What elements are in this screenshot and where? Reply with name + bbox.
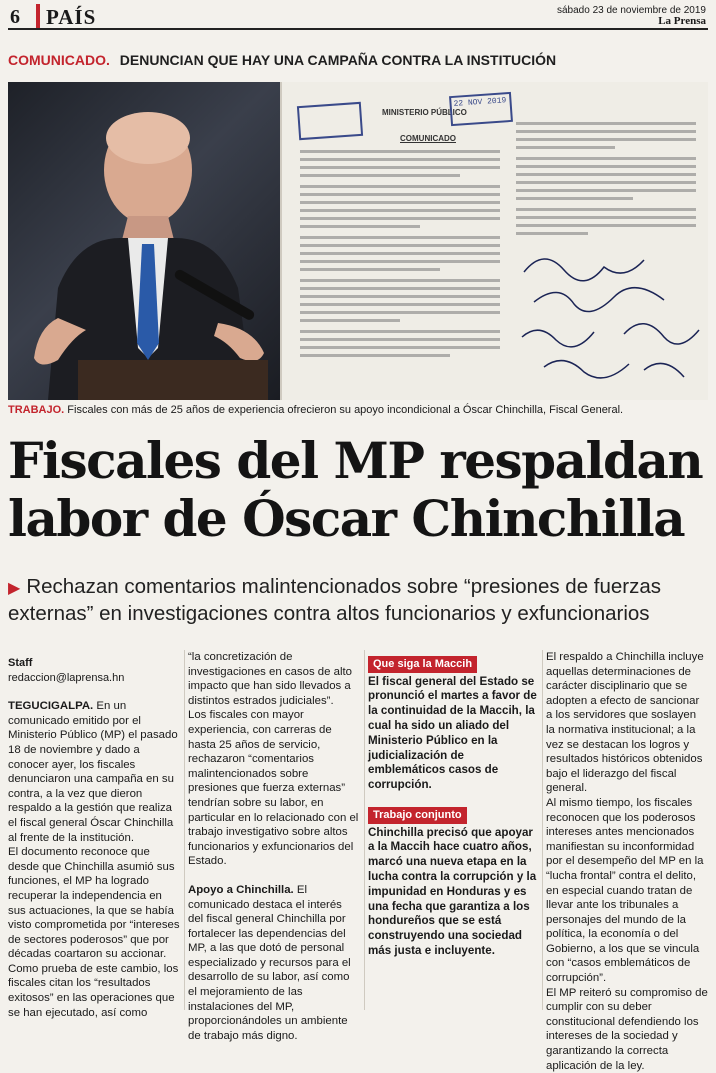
caption-kicker: TRABAJO. <box>8 404 65 416</box>
article-paragraph: Los fiscales con mayor experiencia, con carreras de hasta 25 años de servicio, rechazaron “comentarios malintencionados sobre presiones que fuerza externas” tendrían sobre su labor, en particular en lo relacionado con el trabajo investigativo sobre altos funcionarios y exfuncionarios del Estado. <box>188 709 359 868</box>
column-divider <box>542 650 543 1010</box>
column-divider <box>364 650 365 1010</box>
paragraph-text: En un comunicado emitido por el Ministerio Público (MP) el pasado 18 de noviembre y dado a conocer ayer, los fiscales denunciaron una campaña en su contra, a la vez que dieron respaldo a la gestión que realiza el fiscal general Óscar Chinchilla al frente de la institución. <box>8 700 178 844</box>
document-org: MINISTERIO PÚBLICO <box>382 108 467 117</box>
document-stamp-left <box>297 102 363 140</box>
lead-photo <box>8 82 708 400</box>
section-accent-bar <box>36 4 40 28</box>
article-paragraph <box>188 883 360 1044</box>
triangle-bullet-icon: ▶ <box>8 580 21 597</box>
comunicado-kicker: COMUNICADO. <box>8 52 110 68</box>
document-stamp-date: 22 NOV 2019 <box>449 92 513 126</box>
article-body <box>8 650 708 1072</box>
sidebar-label-trabajo: Trabajo conjunto <box>368 807 467 824</box>
paragraph-text: El comunicado destaca el interés del fiscal general Chinchilla por fortalecer las dependencias del MP, a las que dotó de personal especializado y recursos para el desarrollo de su labor, así como el mejoramiento de las instalaciones del MP, proporcionándoles un ambiente de trabajo más digno. <box>188 883 351 1042</box>
section-title: PAÍS <box>46 5 97 29</box>
headline-line-1: Fiscales del MP respaldan <box>8 431 703 490</box>
article-paragraph: El MP reiteró su compromiso de cumplir con su deber constitucional defendiendo los intereses de la sociedad y garantizando la correcta aplicación de la ley. <box>546 986 708 1072</box>
date-text: sábado 23 de noviembre de 2019 <box>556 5 706 16</box>
main-headline <box>8 432 708 548</box>
column-divider <box>184 650 185 1010</box>
issue-date <box>557 5 706 27</box>
article-paragraph: “la concretización de investigaciones en casos de alto impacto que han sido llevados a distintos estrados judiciales”. <box>188 651 353 707</box>
sidebar-text-maccih: El fiscal general del Estado se pronunció el martes a favor de la continuidad de la Maccih, la cual ha sido un aliado del Ministerio Público en la judicialización de emblemáticos casos de corrupción. <box>368 674 537 792</box>
article-paragraph: El documento reconoce que desde que Chinchilla asumió sus funciones, el MP ha logrado recuperar la independencia en sus actuaciones, la que se había visto comprometida por “intereses de sectores poderosos” que por décadas coartaron su accionar. Como prueba de este cambio, los fiscales citan los “resultados exitosos” en las operaciones que se han ejecutado, así como <box>8 846 180 1019</box>
subheadline-text: Rechazan comentarios malintencionados sobre “presiones de fuerzas externas” en investigaciones contra altos funcionarios y exfuncionarios <box>8 575 662 625</box>
document-heading: COMUNICADO <box>400 134 456 143</box>
caption-text: Fiscales con más de 25 años de experiencia ofrecieron su apoyo incondicional a Óscar Chinchilla, Fiscal General. <box>67 404 624 416</box>
article-paragraph: Al mismo tiempo, los fiscales reconocen que los poderosos intereses antes mencionados manifiestan su inconformidad por el desempeño del MP en la “lucha frontal” contra el delito, en especial cuando tratan de llevar ante los tribunales a personajes del mundo de la política, la economía o del Gobierno, a los que se vincula con “casos emblemáticos de corrupción”. <box>546 796 704 985</box>
byline-email: redaccion@laprensa.hn <box>8 671 125 684</box>
sidebar-text-trabajo: Chinchilla precisó que apoyar a la Maccih hace cuatro años, marcó una nueva etapa en la lucha contra la corrupción y la impunidad en Honduras y es una fecha que garantiza a los hondureños que se está construyendo una sociedad más justa e incluyente. <box>368 825 537 957</box>
subsection-title: Apoyo a Chinchilla. <box>188 883 294 896</box>
masthead <box>8 4 708 30</box>
speaker-figure-icon <box>28 98 268 400</box>
article-column-4 <box>546 650 708 1073</box>
article-column-2 <box>188 650 360 1043</box>
article-paragraph <box>8 699 180 845</box>
byline-author: Staff <box>8 657 33 669</box>
subheadline <box>8 574 708 626</box>
dateline: TEGUCIGALPA. <box>8 700 94 713</box>
comunicado-headline: DENUNCIAN QUE HAY UNA CAMPAÑA CONTRA LA INSTITUCIÓN <box>119 52 557 68</box>
article-column-3 <box>368 650 538 959</box>
paper-name: La Prensa <box>658 15 706 27</box>
headline-line-2: labor de Óscar Chinchilla <box>8 489 685 548</box>
document-text-left <box>300 150 500 362</box>
comunicado-banner <box>8 52 708 76</box>
article-column-1 <box>8 650 180 1020</box>
photo-caption <box>8 403 708 417</box>
sidebar-label-maccih: Que siga la Maccih <box>368 656 477 673</box>
page-number: 6 <box>10 6 20 28</box>
press-release-document <box>280 82 708 400</box>
document-text-right <box>516 122 696 240</box>
signatures-icon <box>514 242 704 392</box>
article-paragraph: El respaldo a Chinchilla incluye aquellas determinaciones de carácter disciplinario que se adopten a efecto de sancionar a los servidores que soslayen la normativa institucional; a la vez se destacan los logros y resultados históricos obtenidos bajo el liderazgo del fiscal general. <box>546 651 704 795</box>
